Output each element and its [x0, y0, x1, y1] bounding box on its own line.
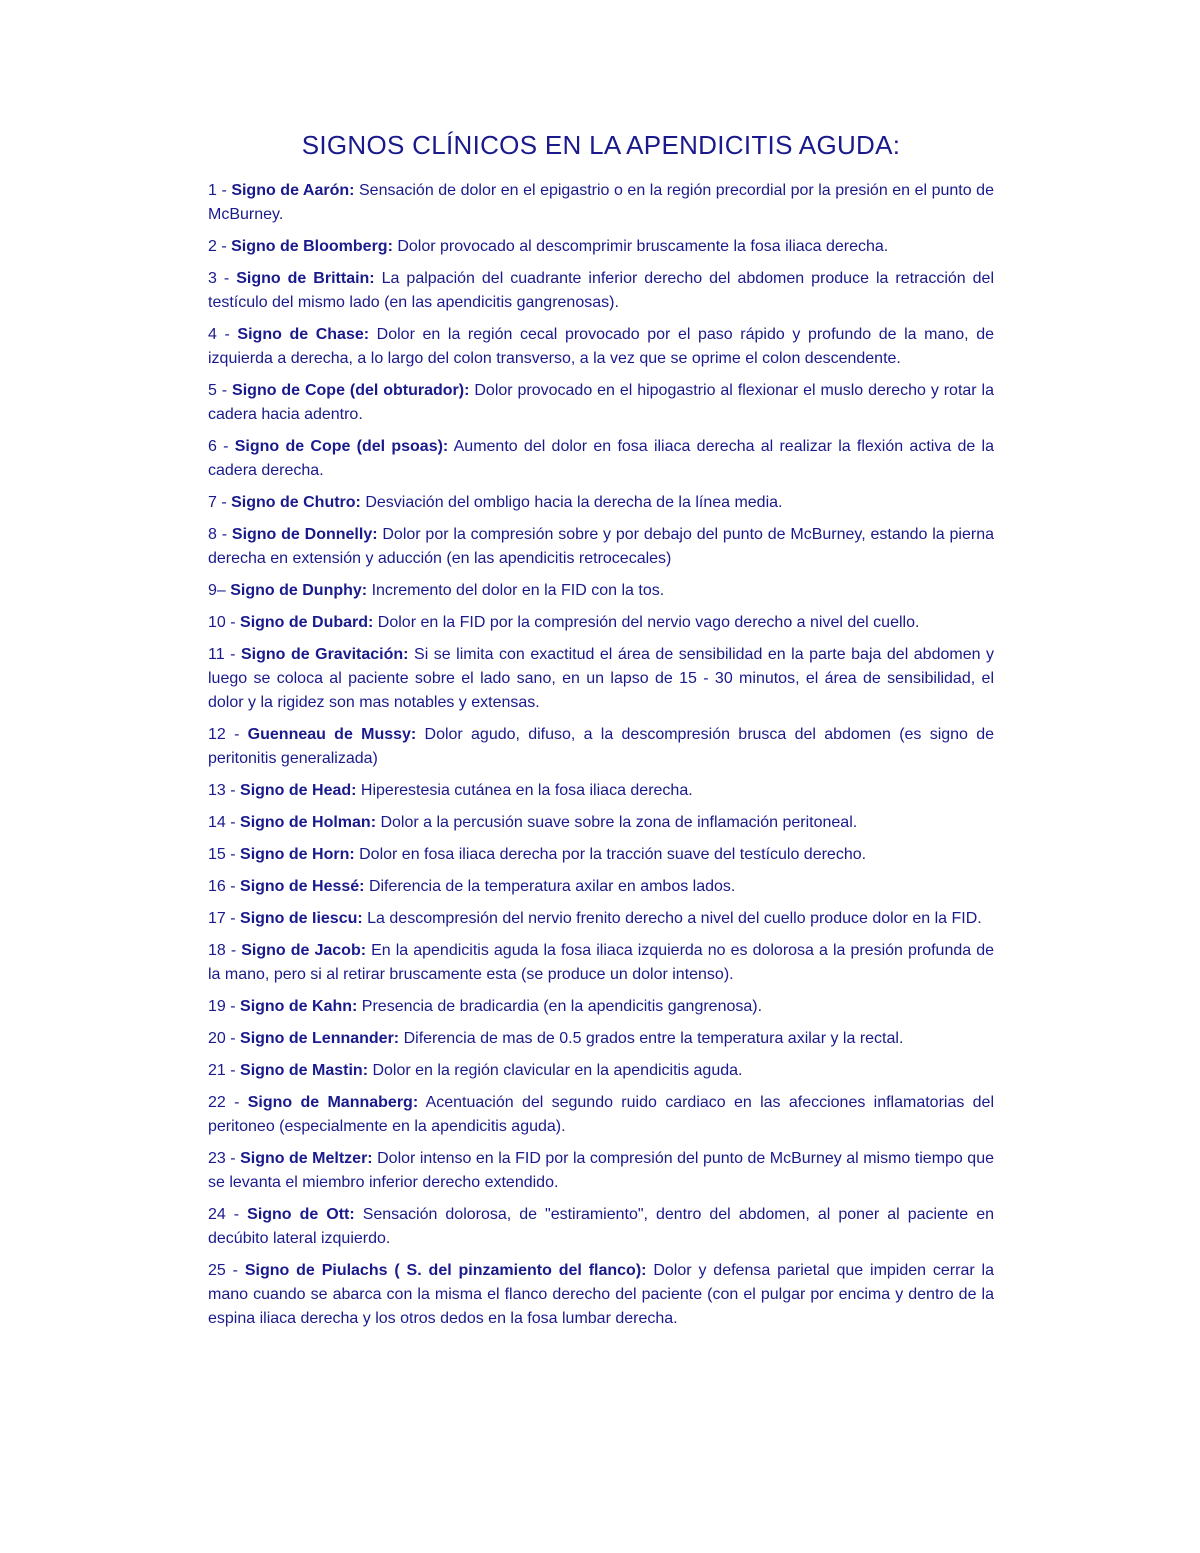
sign-number: 22 - — [208, 1094, 248, 1111]
sign-description: Dolor en la región cecal provocado por el paso rápido y profundo de la mano, de izquierda a derecha, a lo largo del colon transverso, a la vez que se oprime el colon descendente. — [208, 326, 995, 367]
sign-entry — [208, 939, 994, 987]
sign-name: Signo de Iiescu: — [240, 910, 363, 927]
sign-entry — [208, 235, 994, 259]
sign-name: Signo de Meltzer: — [240, 1150, 373, 1167]
sign-name: Signo de Ott: — [247, 1206, 355, 1223]
sign-number: 23 - — [208, 1150, 241, 1167]
sign-description: Hiperestesia cutánea en la fosa iliaca derecha. — [356, 782, 693, 799]
sign-entry — [208, 723, 994, 771]
sign-description: Si se limita con exactitud el área de sensibilidad en la parte baja del abdomen y luego se coloca al paciente sobre el lado sano, en un lapso de 15 - 30 minutos, el área de sensibilidad, el dolor y la rigidez son mas notables y extensas. — [208, 646, 995, 711]
sign-name: Signo de Chutro: — [231, 494, 361, 511]
sign-number: 2 - — [208, 238, 232, 255]
sign-entry — [208, 907, 994, 931]
sign-number: 19 - — [208, 998, 241, 1015]
document-title: SIGNOS CLÍNICOS EN LA APENDICITIS AGUDA: — [301, 130, 901, 160]
sign-name: Signo de Kahn: — [240, 998, 358, 1015]
sign-number: 5 - — [208, 382, 233, 399]
sign-number: 10 - — [208, 614, 241, 631]
sign-description: Acentuación del segundo ruido cardiaco en las afecciones inflamatorias del peritoneo (especialmente en la apendicitis aguda). — [208, 1094, 995, 1135]
sign-name: Signo de Bloomberg: — [231, 238, 393, 255]
sign-number: 1 - — [208, 182, 232, 199]
sign-name: Signo de Head: — [240, 782, 357, 799]
sign-entry — [208, 579, 994, 603]
sign-name: Signo de Dubard: — [240, 614, 374, 631]
sign-description: Dolor en la FID por la compresión del nervio vago derecho a nivel del cuello. — [373, 614, 920, 631]
sign-description: Aumento del dolor en fosa iliaca derecha al realizar la flexión activa de la cadera derecha. — [208, 438, 994, 479]
sign-number: 24 - — [208, 1206, 248, 1223]
sign-number: 13 - — [208, 782, 241, 799]
sign-description: Diferencia de la temperatura axilar en ambos lados. — [364, 878, 736, 895]
sign-entry — [208, 323, 994, 371]
sign-entry — [208, 875, 994, 899]
sign-number: 3 - — [208, 270, 237, 287]
sign-description: Dolor a la percusión suave sobre la zona de inflamación peritoneal. — [376, 814, 858, 831]
sign-name: Signo de Lennander: — [240, 1030, 400, 1047]
sign-number: 16 - — [208, 878, 241, 895]
sign-entry — [208, 1147, 994, 1195]
sign-name: Guenneau de Mussy: — [247, 726, 417, 743]
sign-name: Signo de Dunphy: — [230, 582, 368, 599]
sign-number: 11 - — [208, 646, 241, 663]
sign-description: Dolor por la compresión sobre y por debajo del punto de McBurney, estando la pierna derecha en extensión y aducción (en las apendicitis retrocecales) — [208, 526, 994, 567]
sign-entry — [208, 379, 994, 427]
sign-entry — [208, 1091, 994, 1139]
sign-name: Signo de Hessé: — [240, 878, 365, 895]
sign-description: Dolor intenso en la FID por la compresión del punto de McBurney al mismo tiempo que se levanta el miembro inferior derecho extendido. — [208, 1150, 994, 1191]
sign-entry — [208, 435, 994, 483]
sign-number: 4 - — [208, 326, 238, 343]
sign-entry — [208, 267, 994, 315]
sign-name: Signo de Cope (del psoas): — [234, 438, 449, 455]
sign-description: Desviación del ombligo hacia la derecha de la línea media. — [360, 494, 783, 511]
sign-description: Dolor en fosa iliaca derecha por la tracción suave del testículo derecho. — [354, 846, 867, 863]
sign-entry — [208, 643, 994, 715]
sign-number: 9– — [208, 582, 231, 599]
sign-entry — [208, 179, 994, 227]
sign-description: Sensación de dolor en el epigastrio o en la región precordial por la presión en el punto de McBurney. — [208, 182, 994, 223]
sign-name: Signo de Horn: — [240, 846, 355, 863]
sign-entry — [208, 1203, 994, 1251]
sign-description: Dolor provocado al descomprimir bruscamente la fosa iliaca derecha. — [392, 238, 889, 255]
sign-description: Dolor provocado en el hipogastrio al flexionar el muslo derecho y rotar la cadera hacia adentro. — [208, 382, 994, 423]
sign-name: Signo de Chase: — [237, 326, 370, 343]
sign-name: Signo de Holman: — [240, 814, 377, 831]
sign-entry — [208, 811, 994, 835]
sign-description: Diferencia de mas de 0.5 grados entre la temperatura axilar y la rectal. — [399, 1030, 904, 1047]
sign-number: 20 - — [208, 1030, 241, 1047]
sign-description: Sensación dolorosa, de "estiramiento", dentro del abdomen, al poner al paciente en decúbito lateral izquierdo. — [208, 1206, 994, 1247]
sign-entry — [208, 491, 994, 515]
sign-description: La palpación del cuadrante inferior derecho del abdomen produce la retracción del testículo del mismo lado (en las apendicitis gangrenosas). — [208, 270, 995, 311]
sign-entry — [208, 1059, 994, 1083]
sign-name: Signo de Gravitación: — [240, 646, 409, 663]
sign-number: 18 - — [208, 942, 242, 959]
sign-description: La descompresión del nervio frenito derecho a nivel del cuello produce dolor en la FID. — [362, 910, 982, 927]
sign-number: 14 - — [208, 814, 241, 831]
sign-number: 25 - — [208, 1262, 245, 1279]
sign-entry — [208, 523, 994, 571]
sign-name: Signo de Piulachs ( S. del pinzamiento del flanco): — [244, 1262, 647, 1279]
sign-description: Dolor en la región clavicular en la apendicitis aguda. — [368, 1062, 743, 1079]
sign-description: Incremento del dolor en la FID con la tos. — [367, 582, 665, 599]
sign-description: Dolor y defensa parietal que impiden cerrar la mano cuando se abarca con la misma el flanco derecho del paciente (con el pulgar por encima y dentro de la espina iliaca derecha y los otros dedos en la fosa lumbar derecha. — [208, 1262, 995, 1327]
signs-list — [208, 179, 994, 1331]
sign-name: Signo de Brittain: — [236, 270, 375, 287]
document-page — [208, 130, 994, 1339]
sign-entry — [208, 1259, 994, 1331]
sign-name: Signo de Jacob: — [241, 942, 367, 959]
sign-entry — [208, 843, 994, 867]
sign-name: Signo de Cope (del obturador): — [232, 382, 470, 399]
sign-name: Signo de Donnelly: — [231, 526, 378, 543]
sign-name: Signo de Mastin: — [240, 1062, 369, 1079]
sign-number: 7 - — [208, 494, 232, 511]
sign-number: 8 - — [208, 526, 232, 543]
sign-number: 17 - — [208, 910, 241, 927]
sign-number: 15 - — [208, 846, 241, 863]
sign-description: En la apendicitis aguda la fosa iliaca izquierda no es dolorosa a la presión profunda de la mano, pero si al retirar bruscamente esta (se produce un dolor intenso). — [208, 942, 995, 983]
sign-number: 21 - — [208, 1062, 241, 1079]
sign-name: Signo de Aarón: — [231, 182, 355, 199]
sign-description: Dolor agudo, difuso, a la descompresión brusca del abdomen (es signo de peritonitis generalizada) — [208, 726, 995, 767]
sign-entry — [208, 995, 994, 1019]
sign-number: 6 - — [208, 438, 235, 455]
sign-entry — [208, 1027, 994, 1051]
sign-entry — [208, 779, 994, 803]
sign-description: Presencia de bradicardia (en la apendicitis gangrenosa). — [357, 998, 763, 1015]
sign-name: Signo de Mannaberg: — [247, 1094, 419, 1111]
sign-number: 12 - — [208, 726, 248, 743]
sign-entry — [208, 611, 994, 635]
